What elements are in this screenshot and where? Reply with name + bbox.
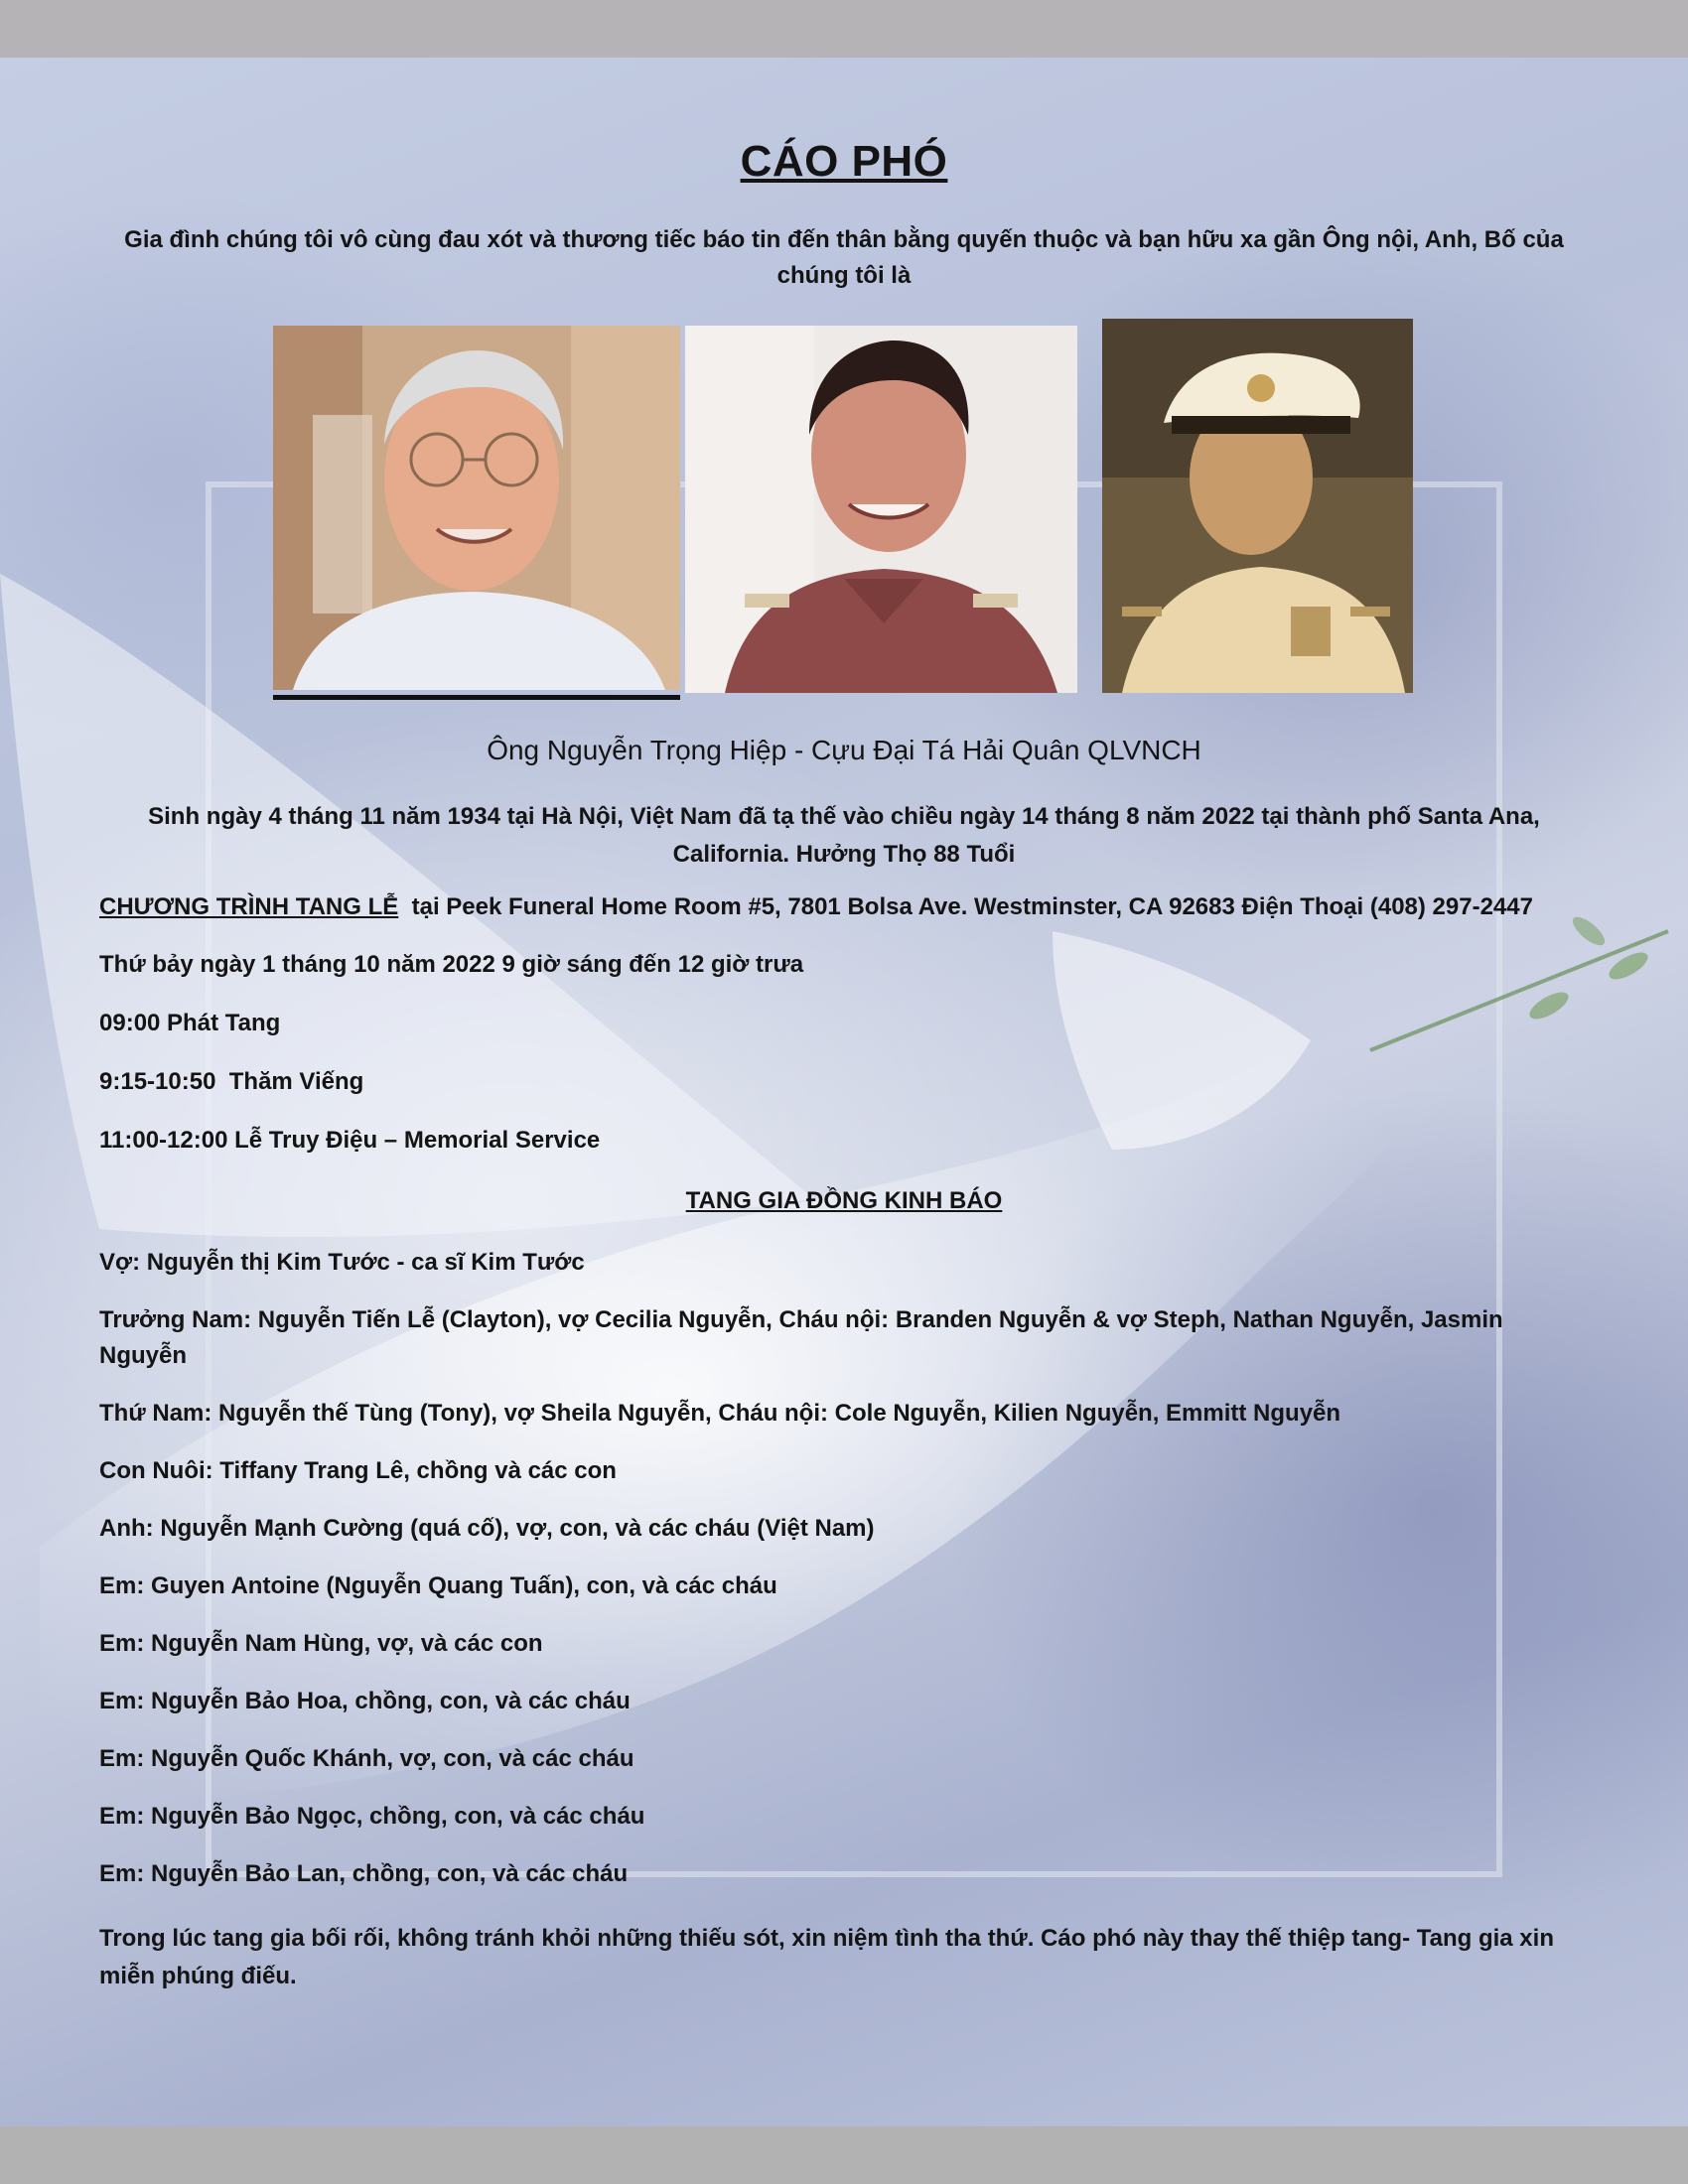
- intro-paragraph: Gia đình chúng tôi vô cùng đau xót và thương tiếc báo tin đến thân bằng quyến thuộc và bạn hữu xa gần Ông nội, Anh, Bố của chúng tôi là: [124, 226, 1564, 289]
- family-list: [99, 1245, 1589, 1914]
- family-member: Thứ Nam: Nguyễn thế Tùng (Tony), vợ Sheila Nguyễn, Cháu nội: Cole Nguyễn, Kilien Nguyễn, Emmitt Nguyễn: [99, 1400, 1341, 1427]
- top-margin-bar: [0, 0, 1688, 58]
- family-member: Vợ: Nguyễn thị Kim Tước - ca sĩ Kim Tước: [99, 1249, 585, 1276]
- family-member: Em: Nguyễn Quốc Khánh, vợ, con, và các cháu: [99, 1745, 634, 1772]
- photo-naval-officer-portrait: [1102, 319, 1413, 693]
- schedule-item: 11:00-12:00 Lễ Truy Điệu – Memorial Service: [99, 1127, 601, 1154]
- family-member: Em: Guyen Antoine (Nguyễn Quang Tuấn), con, và các cháu: [99, 1572, 777, 1599]
- bottom-margin-bar: [0, 2126, 1688, 2184]
- family-member: Em: Nguyễn Bảo Ngọc, chồng, con, và các cháu: [99, 1803, 645, 1830]
- family-heading: TANG GIA ĐỒNG KINH BÁO: [685, 1187, 1003, 1214]
- photo-elderly-portrait: [273, 326, 680, 700]
- family-member: Trưởng Nam: Nguyễn Tiến Lễ (Clayton), vợ Cecilia Nguyễn, Cháu nội: Branden Nguyễn & vợ Steph, Nathan Nguyễn, Jasmin Nguyễn: [99, 1306, 1503, 1369]
- funeral-program-line: [99, 893, 1533, 921]
- funeral-location: tại Peek Funeral Home Room #5, 7801 Bolsa Ave. Westminster, CA 92683 Điện Thoại (408) 297-2447: [398, 893, 1533, 920]
- birth-death-details: Sinh ngày 4 tháng 11 năm 1934 tại Hà Nội, Việt Nam đã tạ thế vào chiều ngày 14 tháng 8 năm 2022 tại thành phố Santa Ana, California. Hưởng Thọ 88 Tuổi: [148, 803, 1540, 868]
- family-member: Em: Nguyễn Bảo Lan, chồng, con, và các cháu: [99, 1860, 629, 1887]
- family-member: Anh: Nguyễn Mạnh Cường (quá cố), vợ, con, và các cháu (Việt Nam): [99, 1515, 875, 1542]
- schedule-item: 09:00 Phát Tang: [99, 1010, 281, 1036]
- family-member: Em: Nguyễn Nam Hùng, vợ, và các con: [99, 1630, 543, 1657]
- funeral-program-label: CHƯƠNG TRÌNH TANG LỄ: [99, 893, 399, 920]
- family-member: Em: Nguyễn Bảo Hoa, chồng, con, và các cháu: [99, 1688, 631, 1714]
- page-title: CÁO PHÓ: [740, 137, 948, 186]
- funeral-date: Thứ bảy ngày 1 tháng 10 năm 2022 9 giờ sáng đến 12 giờ trưa: [99, 951, 804, 978]
- family-member: Con Nuôi: Tiffany Trang Lê, chồng và các con: [99, 1457, 617, 1484]
- closing-note: Trong lúc tang gia bối rối, không tránh khỏi những thiếu sót, xin niệm tình tha thứ. Cáo phó này thay thế thiệp tang- Tang gia xin miễn phúng điếu.: [99, 1925, 1554, 1989]
- deceased-name: Ông Nguyễn Trọng Hiệp - Cựu Đại Tá Hải Quân QLVNCH: [487, 735, 1201, 765]
- schedule-item: 9:15-10:50 Thăm Viếng: [99, 1068, 364, 1095]
- obituary-page: [0, 58, 1688, 2126]
- photo-uniform-portrait: [685, 326, 1077, 693]
